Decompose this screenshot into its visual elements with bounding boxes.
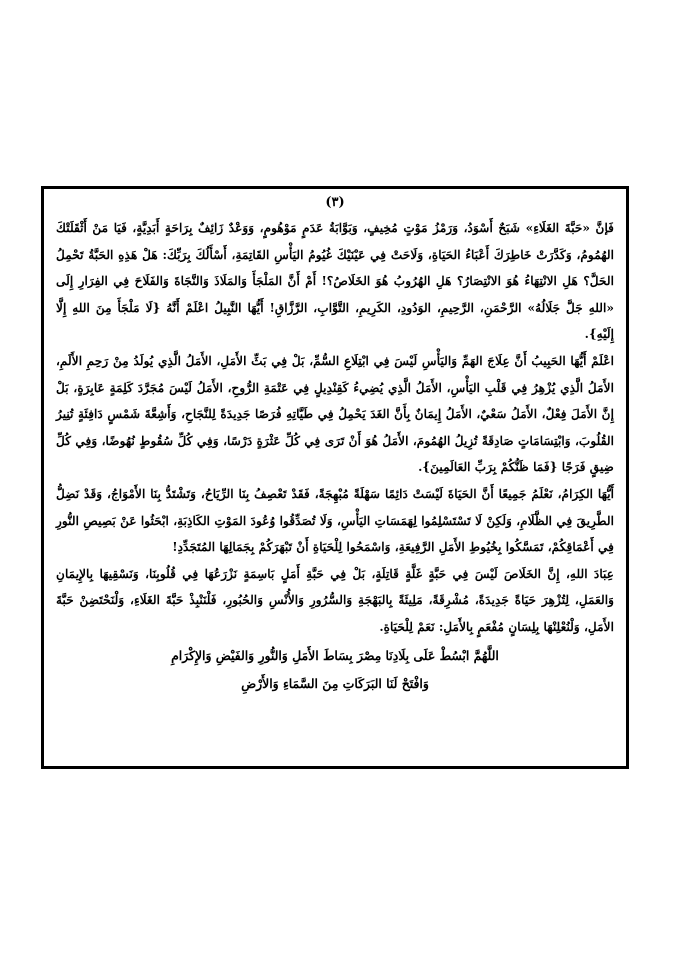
paragraph-1: فَإنَّ «حَبَّةَ الغَلَاءِ» شَبَحٌ أَسْوَدُ، وَرَمْزُ مَوْتٍ مُخِيفٍ، وَبَوَّابَةُ عَدَمٍ مَوْهُومٍ، وَوَعْدٌ زَائِفٌ بِرَاحَةٍ أَبَدِيَّةٍ، فَيَا مَنْ أَثْقَلَتْكَ الهُمُومُ، وَكَدَّرَتْ خَاطِرَكَ أَعْبَاءُ الحَيَاةِ، وَلَاحَتْ فِي عَيْنَيْكَ غُيُومُ اليَأْسِ القَاتِمَةِ، أَسْأَلُكَ بِرَبِّكَ: هَلْ هَذِهِ الحَبَّةُ تَحْمِلُ الحَلَّ؟ هَلِ الانْتِهَاءُ هُوَ الانْتِصَارُ؟ هَلِ الهُرُوبُ هُوَ الخَلَاصُ؟! أَمْ أَنَّ المَلْجَأَ وَالمَلَاذَ وَالنَّجَاةَ وَالفَلَاحَ فِي الفِرَارِ إِلَى «اللهِ جَلَّ جَلَالُهُ» الرَّحْمَنِ، الرَّحِيمِ، الوَدُودِ، الكَرِيمِ، التَّوَّابِ، الرَّزَّاقِ! أَيُّهَا النَّبِيلُ اعْلَمْ أَنَّهُ {لَا مَلْجَأَ مِنَ اللهِ إِلَّا إِلَيْهِ}.: [56, 221, 614, 342]
paragraph-3: أَيُّهَا الكِرَامُ، نَعْلَمُ جَمِيعًا أَنَّ الحَيَاةَ لَيْسَتْ دَائِمًا سَهْلَةً مُبْهِجَةً، فَقَدْ تَعْصِفُ بِنَا الرِّيَاحُ، وَتَشْتَدُّ بِنَا الأَمْوَاجُ، وَقَدْ نَضِلُّ الطَّرِيقَ فِي الظَّلَامِ، وَلَكِنْ لَا تَسْتَسْلِمُوا لِهَمَسَاتِ اليَأْسِ، وَلَا تُصَدِّقُوا وُعُودَ المَوْتِ الكَاذِبَةِ، ابْحَثُوا عَنْ بَصِيصِ النُّورِ فِي أَعْمَاقِكُمْ، تَمَسَّكُوا بِخُيُوطِ الأَمَلِ الرَّفِيعَةِ، وَاسْمَحُوا لِلْحَيَاةِ أَنْ تَبْهَرَكُمْ بِجَمَالِهَا المُتَجَدِّدِ!: [56, 486, 614, 555]
paragraph-4: عِبَادَ اللهِ، إِنَّ الخَلَاصَ لَيْسَ فِي حَبَّةٍ غَلَّةٍ قَاتِلَةٍ، بَلْ فِي حَبَّةِ أَمَلٍ بَاسِمَةٍ نَزْرَعُهَا فِي قُلُوبِنَا، وَنَسْقِيهَا بِالإِيمَانِ وَالعَمَلِ، لِتُزْهِرَ حَيَاةً جَدِيدَةً، مُشْرِقَةً، مَلِيئَةً بِالبَهْجَةِ وَالسُّرُورِ وَالأُنْسِ وَالحُبُورِ، فَلْنَنْبِذْ حَبَّةَ الغَلَاءِ، وَلْنَحْتَضِنْ حَبَّةَ الأَمَلِ، وَلْنُعْلِنْهَا بِلِسَانٍ مُفْعَمٍ بِالأَمَلِ: نَعَمْ لِلْحَيَاةِ.: [56, 566, 614, 634]
paragraph-2: اعْلَمْ أَيُّهَا الحَبِيبُ أَنَّ عِلَاجَ الهَمِّ وَاليَأْسِ لَيْسَ فِي ابْتِلَاعِ السُّمِّ، بَلْ فِي بَثِّ الأَمَلِ، الأَمَلُ الَّذِي يُولَدُ مِنْ رَحِمِ الأَلَمِ، الأَمَلُ الَّذِي يُزْهِرُ فِي قَلْبِ اليَأْسِ، الأَمَلُ الَّذِي يُضِيءُ كَقِنْدِيلٍ فِي عَتْمَةِ الرُّوحِ، الأَمَلُ لَيْسَ مُجَرَّدَ كَلِمَةٍ عَابِرَةٍ، بَلْ إِنَّ الأَمَلَ فِعْلٌ، الأَمَلُ سَعْيٌ، الأَمَلُ إِيمَانٌ بِأَنَّ الغَدَ يَحْمِلُ فِي طَيَّاتِهِ فُرَصًا جَدِيدَةً لِلنَّجَاحِ، وَأَشِعَّةَ شَمْسٍ دَافِئَةٍ تُنِيرُ القُلُوبَ، وَابْتِسَامَاتٍ صَادِقَةً تُزِيلُ الهُمُومَ، الأَمَلُ هُوَ أَنْ تَرَى فِي كُلِّ عَثْرَةٍ دَرْسًا، وَفِي كُلِّ سُقُوطٍ نُهُوضًا، وَفِي كُلِّ ضِيقٍ فَرَجًا {فَمَا ظَنُّكُمْ بِرَبِّ العَالَمِينَ}.: [56, 353, 614, 475]
page-number: (٣): [325, 195, 345, 210]
content-frame: [41, 186, 629, 769]
prayer-line-2: وَافْتَحْ لَنَا البَرَكَاتِ مِنَ السَّمَاءِ وَالأَرْضِ: [241, 675, 429, 691]
prayer-line-1: اللَّهُمَّ ابْسُطْ عَلَى بِلَادِنَا مِصْرَ بِسَاطَ الأَمَلِ وَالنُّورِ وَالفَيْضِ وَالإِكْرَامِ: [171, 647, 499, 663]
